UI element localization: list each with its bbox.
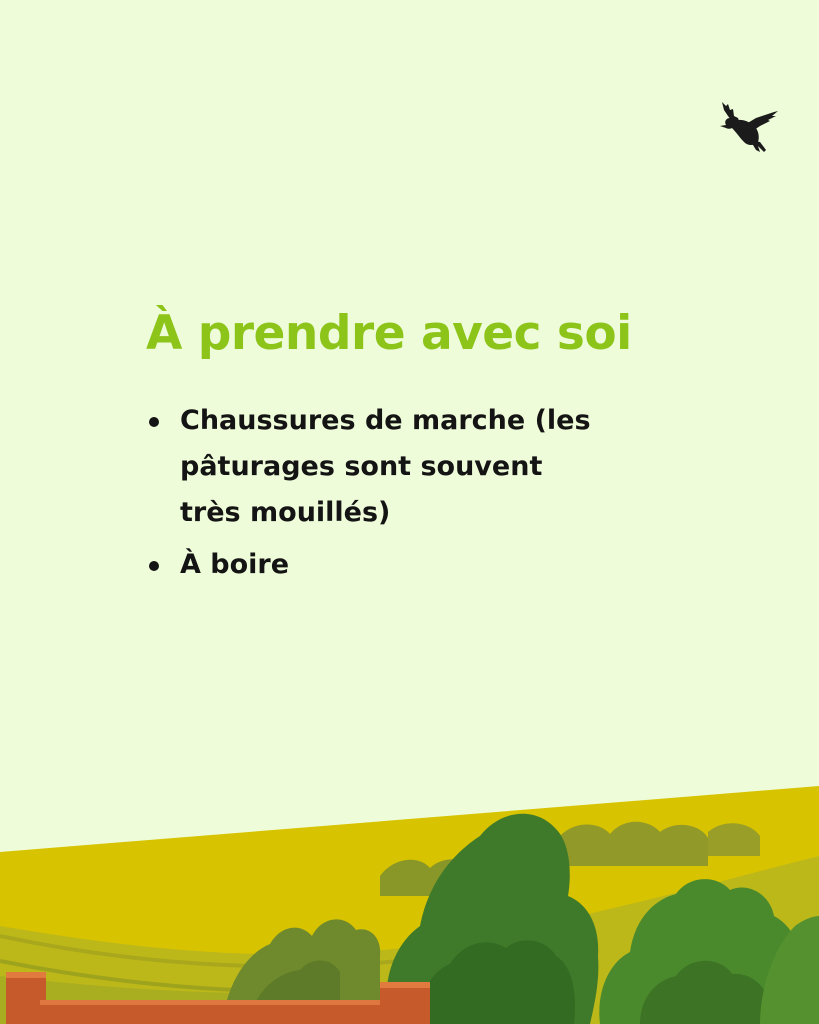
list-item-label: Chaussures de marche (les pâturages sont souvent très mouillés) xyxy=(180,405,591,528)
bullet-icon xyxy=(149,417,159,427)
list-item xyxy=(146,542,606,588)
list-item xyxy=(146,398,606,536)
landscape-illustration xyxy=(0,776,819,1024)
bullet-icon xyxy=(149,561,159,571)
bird-icon xyxy=(712,98,780,158)
checklist xyxy=(146,398,606,594)
fence-post-right xyxy=(380,982,430,1024)
page-title: À prendre avec soi xyxy=(146,306,632,361)
list-item-label: À boire xyxy=(180,549,290,580)
